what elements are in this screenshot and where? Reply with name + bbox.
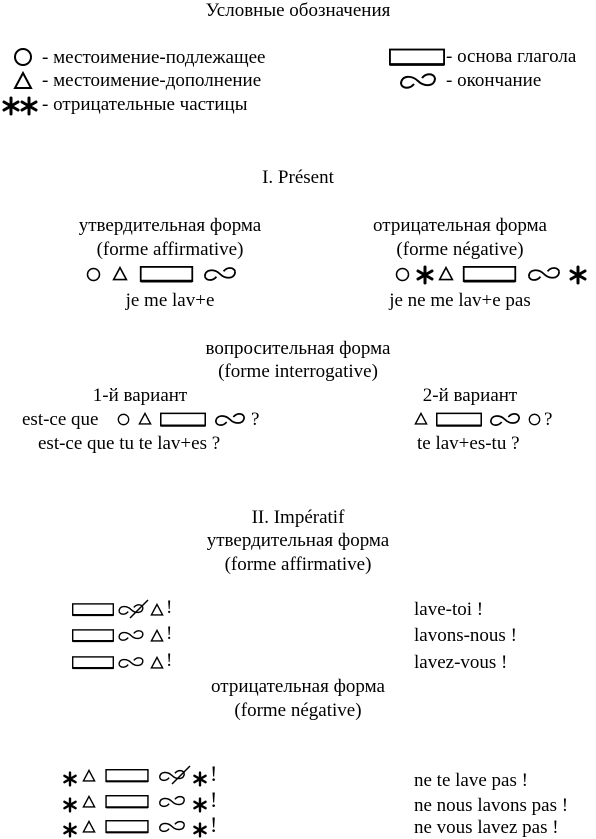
ending-curve-icon: [117, 656, 145, 669]
verb-stem-rect-icon: [103, 795, 151, 808]
imperative-negative-example-2: ne nous lavons pas !: [414, 795, 569, 816]
object-pronoun-triangle-icon: [112, 266, 128, 282]
imperative-negative-ru: отрицательная форма: [211, 676, 385, 697]
present-negative-fr: (forme négative): [396, 239, 524, 260]
imperative-affirmative-example-2: lavons-nous !: [414, 625, 517, 646]
imperative-affirmative-example-3: lavez-vous !: [414, 652, 508, 673]
variant1-example: est-ce que tu te lav+es ?: [38, 433, 221, 454]
object-pronoun-triangle-icon: [150, 656, 164, 670]
ending-curve-icon: [488, 412, 522, 427]
subject-pronoun-circle-icon: [528, 413, 541, 426]
legend-ending: - окончание: [446, 70, 542, 91]
present-negative-example: je ne me lav+e pas: [389, 290, 531, 311]
variant1-prefix: est-ce que: [22, 409, 99, 430]
variant1-question-mark: ?: [251, 409, 260, 430]
legend-negative-particles: - отрицательные частицы: [42, 94, 248, 115]
object-pronoun-triangle-icon: [150, 603, 164, 617]
verb-stem-rect-icon: [103, 820, 151, 833]
present-heading: I. Présent: [262, 167, 334, 188]
negative-star-icon: [192, 797, 208, 813]
negative-star-icon: [568, 265, 588, 285]
verb-stem-rect-icon: [139, 266, 194, 282]
verb-stem-rect-icon: [72, 629, 114, 642]
imperative-negative-mark-3: !: [210, 812, 218, 837]
imperative-negative-mark-2: !: [210, 787, 218, 812]
imperative-affirmative-example-1: lave-toi !: [414, 599, 484, 620]
ending-curve-icon: [200, 266, 240, 282]
present-affirmative-ru: утвердительная форма: [78, 215, 262, 236]
subject-pronoun-circle-icon: [13, 47, 33, 67]
negative-star-icon: [62, 797, 78, 813]
present-affirmative-fr: (forme affirmative): [96, 239, 244, 260]
present-affirmative-example: je me lav+e: [125, 290, 215, 311]
negative-star-icon: [1, 96, 21, 116]
legend-verb-stem: - основа глагола: [446, 46, 577, 67]
negative-star-icon: [192, 822, 208, 838]
ending-curve-icon: [156, 820, 188, 833]
imperative-affirmative-fr: (forme affirmative): [224, 554, 372, 575]
imperative-affirmative-mark-3: !: [166, 650, 173, 671]
ending-curve-icon: [117, 629, 145, 642]
negative-star-icon: [415, 265, 435, 285]
object-pronoun-triangle-icon: [138, 412, 152, 426]
verb-stem-rect-icon: [160, 412, 206, 427]
negative-star-icon: [19, 96, 39, 116]
verb-stem-rect-icon: [72, 656, 114, 669]
variant2-question-mark: ?: [544, 409, 553, 430]
subject-pronoun-circle-icon: [395, 267, 410, 282]
ending-curve-icon: [156, 795, 188, 808]
object-pronoun-triangle-icon: [82, 795, 96, 809]
verb-stem-rect-icon: [389, 48, 445, 66]
variant2-label: 2-й вариант: [422, 385, 518, 406]
legend-title: Условные обозначения: [205, 0, 391, 21]
present-negative-ru: отрицательная форма: [373, 215, 547, 236]
subject-pronoun-circle-icon: [117, 413, 130, 426]
crossed-out-mark-icon: [128, 598, 150, 620]
object-pronoun-triangle-icon: [438, 266, 454, 282]
crossed-out-mark-icon: [170, 764, 192, 786]
verb-stem-rect-icon: [436, 412, 482, 427]
imperative-negative-mark-1: !: [210, 761, 218, 786]
negative-star-icon: [62, 771, 78, 787]
ending-curve-icon: [394, 72, 442, 90]
interrogative-fr: (forme interrogative): [218, 361, 378, 382]
interrogative-ru: вопросительная форма: [205, 338, 391, 359]
verb-stem-rect-icon: [72, 603, 114, 616]
verb-stem-rect-icon: [103, 769, 151, 782]
legend-subject-pronoun: - местоимение-подлежащее: [42, 47, 266, 68]
negative-star-icon: [62, 822, 78, 838]
object-pronoun-triangle-icon: [13, 71, 33, 91]
imperative-affirmative-ru: утвердительная форма: [206, 530, 390, 551]
object-pronoun-triangle-icon: [150, 629, 164, 643]
legend-object-pronoun: - местоимение-дополнение: [42, 70, 262, 91]
imperative-negative-fr: (forme négative): [234, 700, 362, 721]
subject-pronoun-circle-icon: [86, 267, 101, 282]
verb-stem-rect-icon: [462, 266, 517, 282]
imperative-heading: II. Impératif: [251, 507, 345, 528]
imperative-negative-example-3: ne vous lavez pas !: [414, 817, 559, 838]
object-pronoun-triangle-icon: [414, 412, 428, 426]
imperative-negative-example-1: ne te lave pas !: [414, 770, 528, 791]
ending-curve-icon: [213, 412, 247, 427]
object-pronoun-triangle-icon: [82, 820, 96, 834]
imperative-affirmative-mark-1: !: [166, 597, 173, 618]
variant1-label: 1-й вариант: [92, 385, 188, 406]
variant2-example: te lav+es-tu ?: [417, 433, 520, 454]
negative-star-icon: [192, 771, 208, 787]
object-pronoun-triangle-icon: [82, 769, 96, 783]
ending-curve-icon: [524, 266, 564, 282]
imperative-affirmative-mark-2: !: [166, 623, 173, 644]
